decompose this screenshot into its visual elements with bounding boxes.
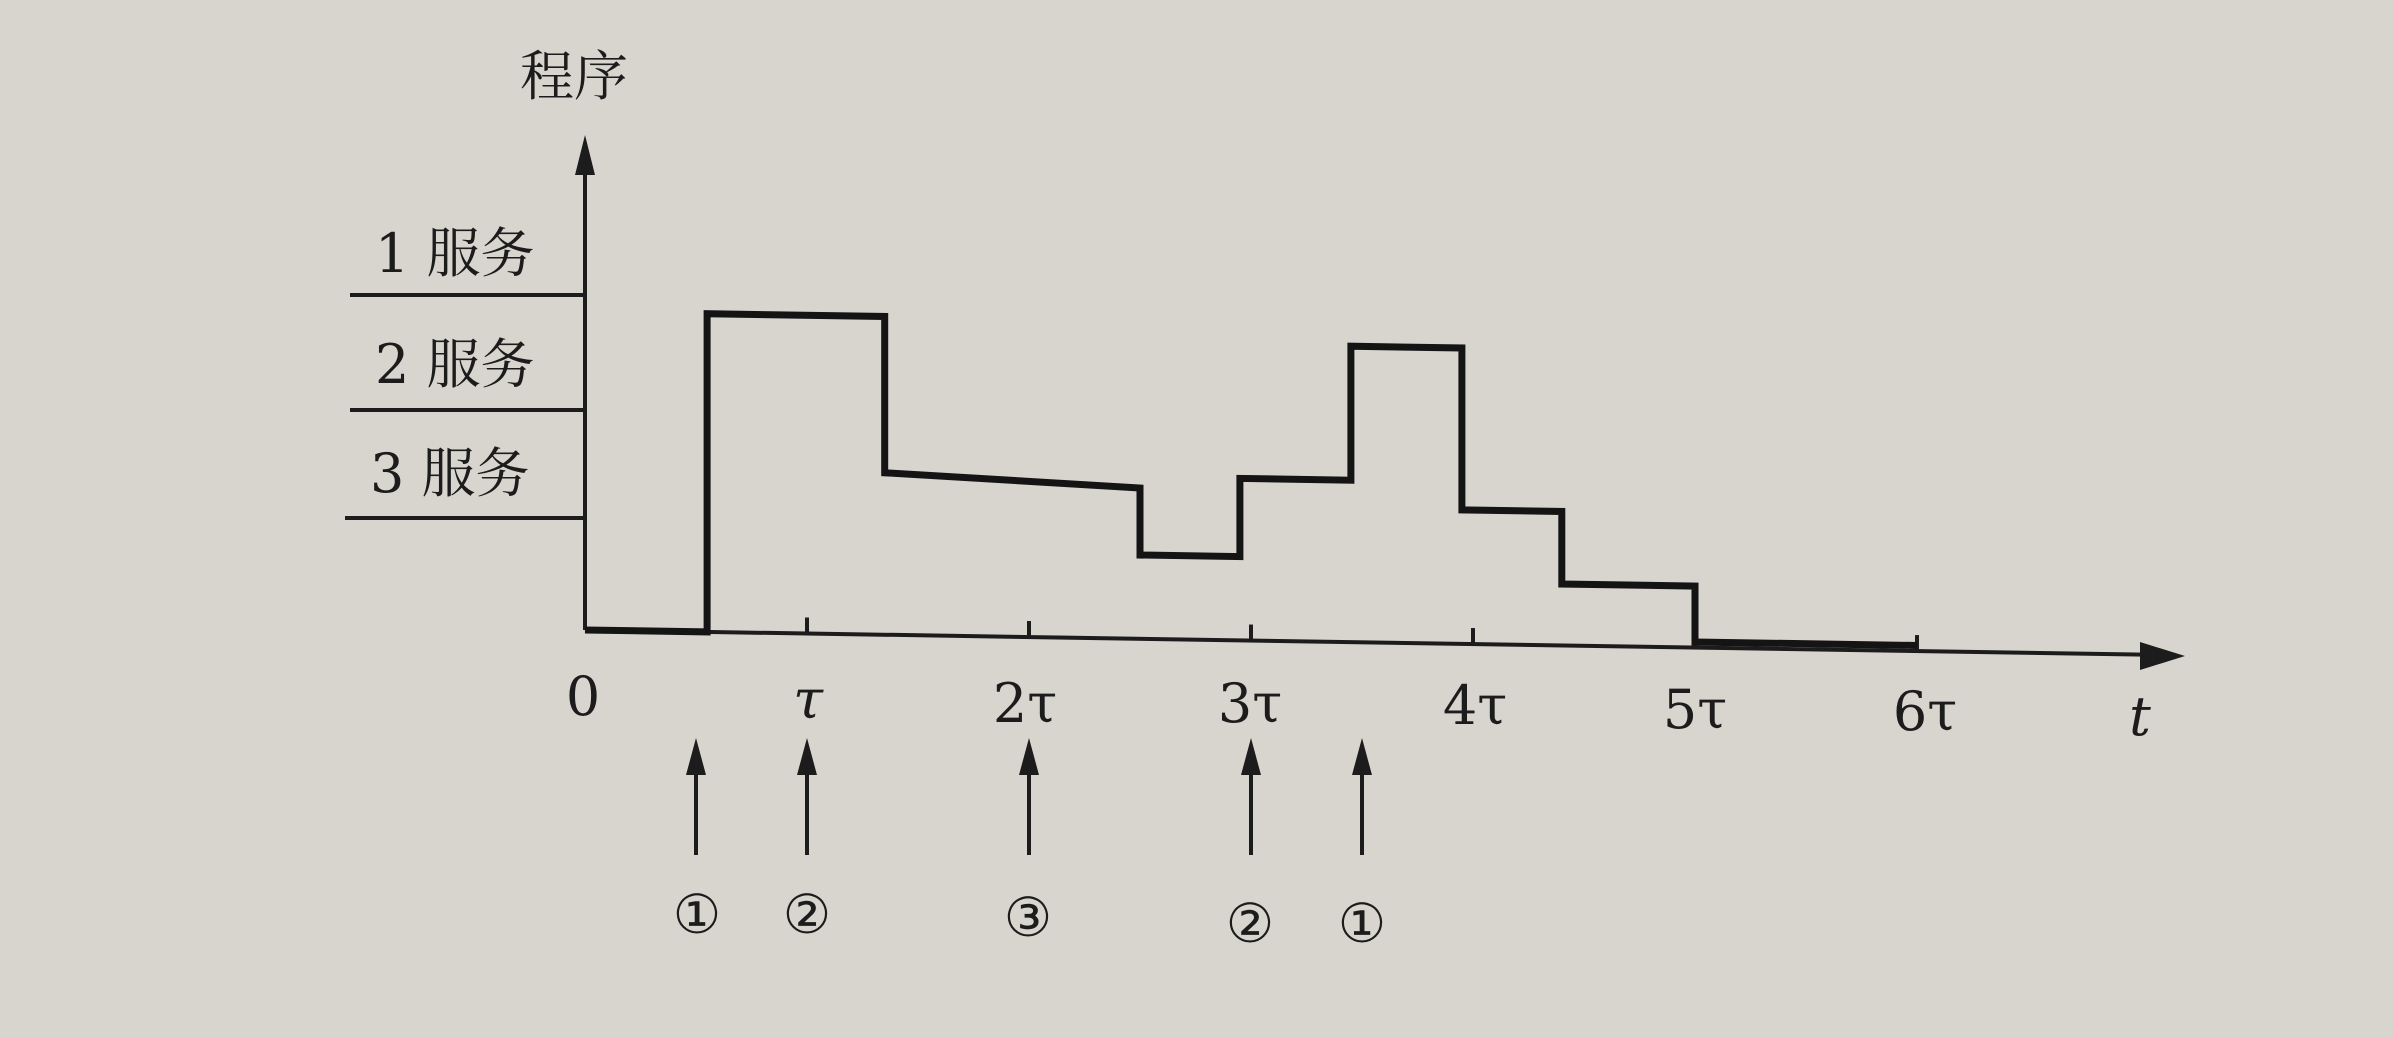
event-arrowhead xyxy=(686,738,706,775)
event-markers xyxy=(686,738,1372,855)
x-tick-label: 3τ xyxy=(1217,672,1283,735)
series-line xyxy=(585,314,1917,646)
x-tick-label: 5τ xyxy=(1662,678,1728,741)
x-tick-label: 0 xyxy=(565,665,601,728)
event-label: ② xyxy=(1225,892,1275,955)
x-tick-label: 4τ xyxy=(1442,674,1508,737)
y-axis-arrow xyxy=(575,135,595,175)
event-arrowhead xyxy=(1352,738,1372,775)
event-arrowhead xyxy=(1241,738,1261,775)
x-axis-arrow xyxy=(2140,642,2185,670)
x-tick-label: τ xyxy=(793,668,823,731)
event-label: ① xyxy=(672,883,722,946)
event-label: ② xyxy=(782,883,832,946)
x-axis-title: t xyxy=(2129,685,2151,748)
event-arrowhead xyxy=(1019,738,1039,775)
x-tick-label: 2τ xyxy=(992,672,1058,735)
event-label: ① xyxy=(1337,892,1387,955)
x-axis xyxy=(585,630,2165,655)
event-label: ③ xyxy=(1003,886,1053,949)
y-axis-title: 程序 xyxy=(520,45,628,108)
y-category-label: 3 服务 xyxy=(370,442,530,505)
event-arrowhead xyxy=(797,738,817,775)
x-tick-label: 6τ xyxy=(1892,680,1958,743)
y-category-label: 2 服务 xyxy=(375,333,535,396)
y-category-label: 1 服务 xyxy=(375,222,535,285)
